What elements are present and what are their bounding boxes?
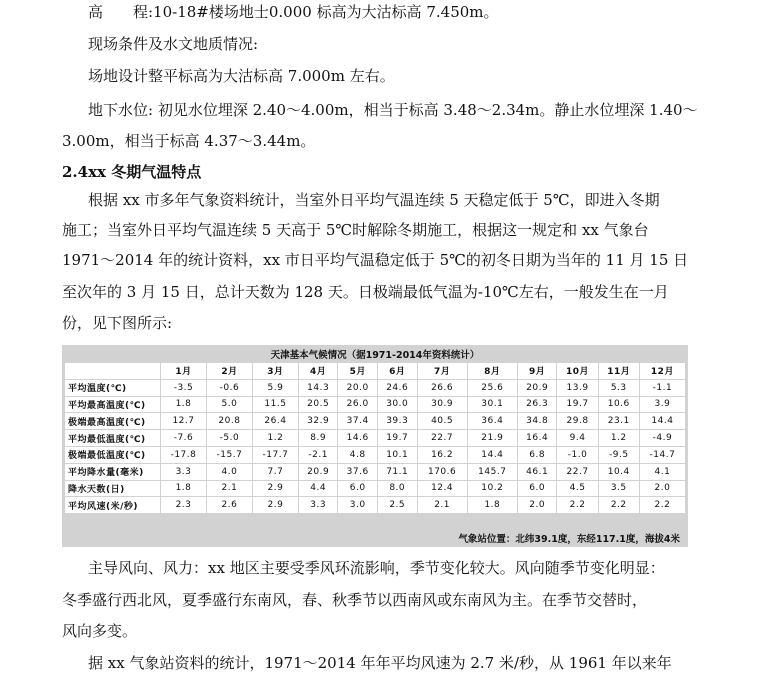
table-cell: -2.1 [298, 446, 338, 463]
paragraph-line: 施工；当室外日平均气温连续 5 天高于 5℃时解除冬期施工，根据这一规定和 xx 气象台 [62, 221, 649, 239]
table-cell: 16.2 [417, 446, 467, 463]
climate-table [64, 362, 686, 514]
table-row [65, 413, 686, 430]
table-cell: 3.0 [338, 497, 378, 514]
table-cell: 30.9 [417, 396, 467, 413]
row-label: 平均温度(℃) [65, 379, 161, 396]
table-cell: 46.1 [517, 463, 557, 480]
month-header: 6月 [377, 363, 417, 380]
table-cell: 24.6 [377, 379, 417, 396]
table-cell: -15.7 [206, 446, 252, 463]
table-cell: 2.5 [377, 497, 417, 514]
row-label: 降水天数(日) [65, 480, 161, 497]
table-cell: 2.2 [598, 497, 639, 514]
table-cell: 26.0 [338, 396, 378, 413]
table-cell: 4.4 [298, 480, 338, 497]
table-cell: 2.1 [417, 497, 467, 514]
paragraph-line: 份，见下图所示: [62, 314, 173, 332]
table-header-row [65, 363, 686, 380]
table-cell: 1.8 [467, 497, 517, 514]
table-cell: 20.0 [338, 379, 378, 396]
table-cell: 23.1 [598, 413, 639, 430]
table-cell: 9.4 [557, 430, 598, 447]
table-cell: 2.0 [639, 480, 685, 497]
table-cell: 37.6 [338, 463, 378, 480]
table-cell: 6.0 [338, 480, 378, 497]
table-cell: -9.5 [598, 446, 639, 463]
table-cell: 71.1 [377, 463, 417, 480]
wind-paragraph-line: 风向多变。 [62, 622, 138, 640]
table-cell: 20.5 [298, 396, 338, 413]
table-cell: 20.8 [206, 413, 252, 430]
month-header: 10月 [557, 363, 598, 380]
table-cell: 26.4 [252, 413, 298, 430]
table-cell: 40.5 [417, 413, 467, 430]
wind-paragraph-line: 据 xx 气象站资料的统计，1971～2014 年年平均风速为 2.7 米/秒，从 1961 年以来年 [88, 654, 672, 672]
row-label: 极端最低温度(℃) [65, 446, 161, 463]
table-cell: 14.4 [467, 446, 517, 463]
table-cell: -17.8 [161, 446, 207, 463]
table-cell: 10.4 [598, 463, 639, 480]
table-title: 天津基本气候情况（据1971-2014年资料统计） [270, 350, 480, 361]
table-cell: 4.8 [338, 446, 378, 463]
table-cell: 22.7 [557, 463, 598, 480]
table-cell: 21.9 [467, 430, 517, 447]
wind-paragraph-line: 主导风向、风力：xx 地区主要受季风环流影响，季节变化较大。风向随季节变化明显： [88, 559, 665, 577]
table-cell: 30.1 [467, 396, 517, 413]
table-cell: 2.0 [517, 497, 557, 514]
paragraph-line: 根据 xx 市多年气象资料统计，当室外日平均气温连续 5 天稳定低于 5℃，即进入冬期 [88, 191, 660, 209]
table-cell: -0.6 [206, 379, 252, 396]
row-label: 平均最低温度(℃) [65, 430, 161, 447]
table-cell: 11.5 [252, 396, 298, 413]
table-cell: 26.3 [517, 396, 557, 413]
month-header: 4月 [298, 363, 338, 380]
table-cell: -4.9 [639, 430, 685, 447]
table-row [65, 396, 686, 413]
month-header: 12月 [639, 363, 685, 380]
table-cell: 2.2 [639, 497, 685, 514]
station-location: 气象站位置：北纬39.1度，东经117.1度，海拔4米 [458, 534, 680, 545]
table-cell: 8.0 [377, 480, 417, 497]
table-cell: 29.8 [557, 413, 598, 430]
table-cell: -17.7 [252, 446, 298, 463]
table-cell: 25.6 [467, 379, 517, 396]
paragraph-line: 1971～2014 年的统计资料，xx 市日平均气温稳定低于 5℃的初冬日期为当年的 11 月 15 日 [62, 251, 689, 269]
table-cell: 2.6 [206, 497, 252, 514]
header-corner [65, 363, 161, 380]
row-label: 平均最高温度(℃) [65, 396, 161, 413]
table-cell: -3.5 [161, 379, 207, 396]
table-cell: 4.5 [557, 480, 598, 497]
table-cell: 14.3 [298, 379, 338, 396]
groundwater-line-2: 3.00m，相当于标高 4.37～3.44m。 [62, 132, 316, 150]
table-cell: 37.4 [338, 413, 378, 430]
table-cell: 10.1 [377, 446, 417, 463]
table-cell: 3.9 [639, 396, 685, 413]
table-cell: 1.8 [161, 480, 207, 497]
month-header: 2月 [206, 363, 252, 380]
table-cell: 4.1 [639, 463, 685, 480]
table-cell: 3.3 [298, 497, 338, 514]
table-cell: 19.7 [377, 430, 417, 447]
table-cell: 12.7 [161, 413, 207, 430]
month-header: 9月 [517, 363, 557, 380]
table-cell: 6.0 [517, 480, 557, 497]
section-heading: 2.4xx 冬期气温特点 [62, 163, 202, 181]
table-cell: -14.7 [639, 446, 685, 463]
table-cell: 2.1 [206, 480, 252, 497]
site-conditions-heading: 现场条件及水文地质情况: [88, 35, 259, 53]
table-cell: 36.4 [467, 413, 517, 430]
table-cell: -5.0 [206, 430, 252, 447]
table-row [65, 379, 686, 396]
row-label: 平均降水量(毫米) [65, 463, 161, 480]
table-cell: -7.6 [161, 430, 207, 447]
table-cell: 2.3 [161, 497, 207, 514]
table-cell: 12.4 [417, 480, 467, 497]
elevation-line: 高 程:10-18#楼场地士0.000 标高为大沽标高 7.450m。 [88, 3, 499, 21]
paragraph-line: 至次年的 3 月 15 日，总计天数为 128 天。日极端最低气温为-10℃左右，一般发生在一月 [62, 283, 669, 301]
table-cell: 16.4 [517, 430, 557, 447]
table-row [65, 480, 686, 497]
table-cell: 39.3 [377, 413, 417, 430]
table-cell: 26.6 [417, 379, 467, 396]
table-cell: 170.6 [417, 463, 467, 480]
table-cell: 20.9 [517, 379, 557, 396]
table-cell: 5.3 [598, 379, 639, 396]
table-cell: 13.9 [557, 379, 598, 396]
table-cell: 7.7 [252, 463, 298, 480]
table-row [65, 463, 686, 480]
table-cell: 145.7 [467, 463, 517, 480]
climate-table-figure [62, 345, 688, 547]
month-header: 3月 [252, 363, 298, 380]
groundwater-line-1: 地下水位: 初见水位埋深 2.40～4.00m，相当于标高 3.48～2.34m。静止水位埋深 1.40～ [88, 101, 698, 119]
design-elevation-line: 场地设计整平标高为大沽标高 7.000m 左右。 [88, 67, 395, 85]
table-cell: 10.6 [598, 396, 639, 413]
month-header: 7月 [417, 363, 467, 380]
table-cell: 14.6 [338, 430, 378, 447]
table-cell: 8.9 [298, 430, 338, 447]
table-cell: 6.8 [517, 446, 557, 463]
table-row [65, 446, 686, 463]
table-cell: 5.9 [252, 379, 298, 396]
table-cell: 1.8 [161, 396, 207, 413]
table-cell: 5.0 [206, 396, 252, 413]
month-header: 8月 [467, 363, 517, 380]
table-cell: 10.2 [467, 480, 517, 497]
table-cell: 1.2 [598, 430, 639, 447]
table-cell: 2.2 [557, 497, 598, 514]
table-cell: 4.0 [206, 463, 252, 480]
wind-paragraph-line: 冬季盛行西北风，夏季盛行东南风，春、秋季节以西南风或东南风为主。在季节交替时， [62, 591, 648, 609]
table-cell: 3.3 [161, 463, 207, 480]
table-cell: 34.8 [517, 413, 557, 430]
table-cell: 14.4 [639, 413, 685, 430]
table-cell: 3.5 [598, 480, 639, 497]
table-cell: 32.9 [298, 413, 338, 430]
table-cell: 22.7 [417, 430, 467, 447]
table-cell: 1.2 [252, 430, 298, 447]
row-label: 平均风速(米/秒) [65, 497, 161, 514]
table-cell: 2.9 [252, 480, 298, 497]
table-row [65, 430, 686, 447]
table-row [65, 497, 686, 514]
row-label: 极端最高温度(℃) [65, 413, 161, 430]
table-cell: -1.1 [639, 379, 685, 396]
table-cell: 20.9 [298, 463, 338, 480]
table-cell: -1.0 [557, 446, 598, 463]
table-cell: 19.7 [557, 396, 598, 413]
month-header: 1月 [161, 363, 207, 380]
table-cell: 30.0 [377, 396, 417, 413]
table-cell: 2.9 [252, 497, 298, 514]
month-header: 11月 [598, 363, 639, 380]
month-header: 5月 [338, 363, 378, 380]
